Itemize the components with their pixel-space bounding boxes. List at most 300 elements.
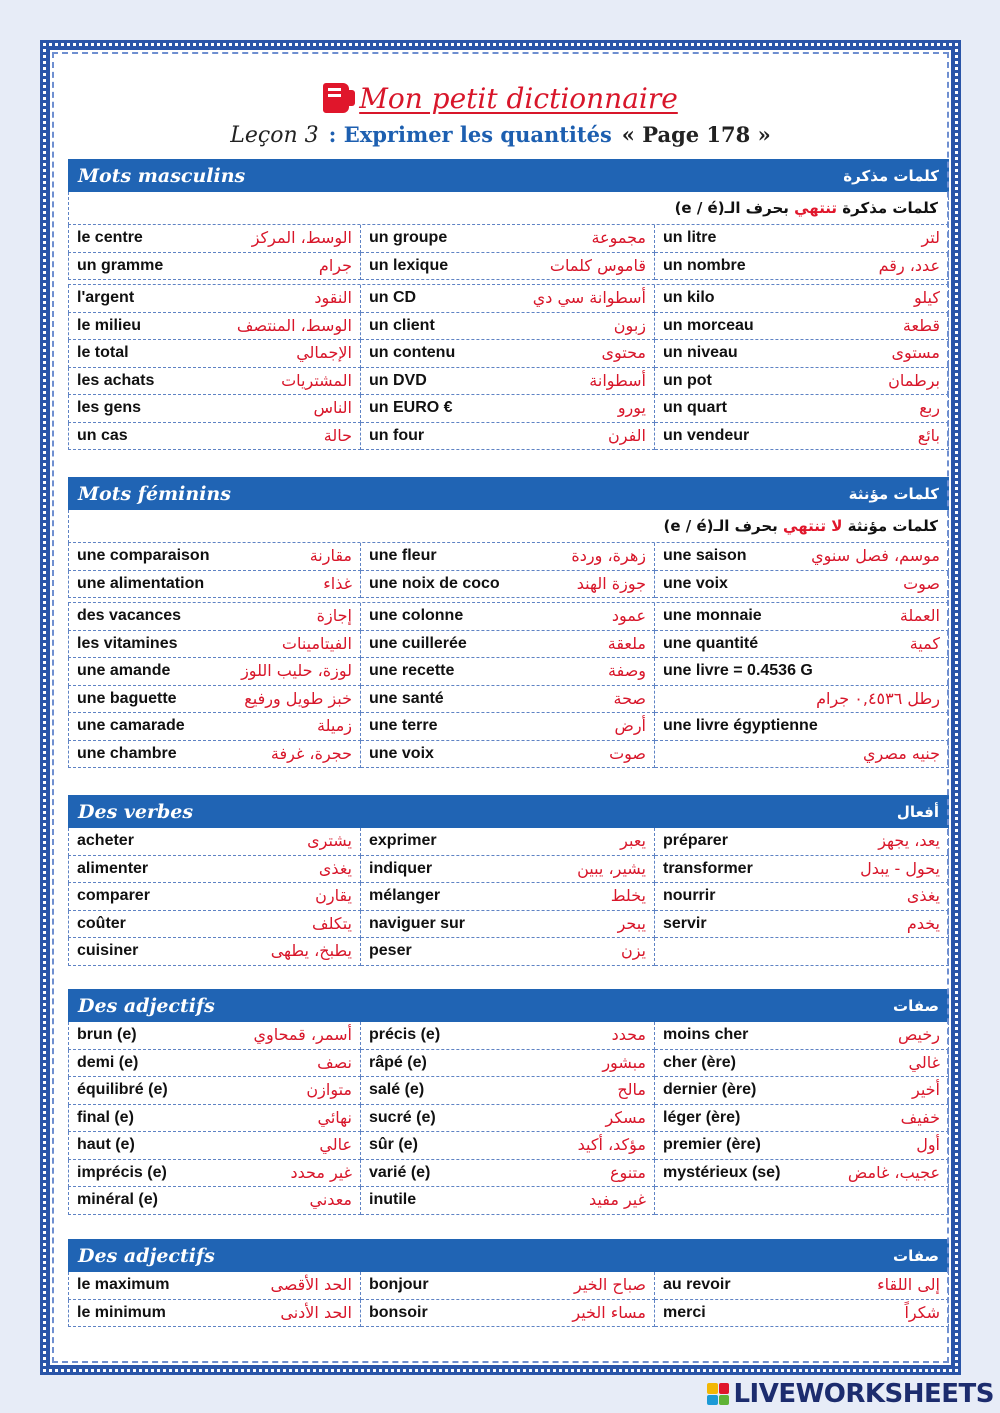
french-word: brun (e) <box>77 1026 137 1044</box>
french-word: coûter <box>77 914 126 932</box>
french-word: un CD <box>369 289 417 307</box>
section-title-fr: Des verbes <box>78 800 194 823</box>
french-word: cuisiner <box>77 942 139 960</box>
page-title: Mon petit dictionnaire <box>359 81 678 115</box>
arabic-translation: زميلة <box>317 716 352 736</box>
french-word: peser <box>369 942 412 960</box>
vocab-cell <box>68 340 361 368</box>
vocab-cell <box>68 313 361 341</box>
french-word: le total <box>77 344 129 362</box>
arabic-translation: محدد <box>611 1025 646 1045</box>
french-word: un vendeur <box>663 426 750 444</box>
french-word: une voix <box>369 744 434 762</box>
arabic-translation: صحة <box>613 688 646 708</box>
french-word: demi (e) <box>77 1053 139 1071</box>
french-word: salé (e) <box>369 1081 425 1099</box>
arabic-translation: عالي <box>319 1135 352 1155</box>
arabic-translation: قطعة <box>902 315 940 335</box>
vocab-cell <box>68 686 361 714</box>
french-word: les gens <box>77 399 142 417</box>
rule-note-b: بحرف الـ <box>713 517 784 535</box>
arabic-translation: مقارنة <box>309 546 352 566</box>
vocab-grid <box>68 1022 949 1215</box>
arabic-translation: جرام <box>318 255 352 275</box>
french-word: alimenter <box>77 859 149 877</box>
page-frame <box>40 40 961 1375</box>
vocab-cell <box>68 1160 361 1188</box>
vocab-cell <box>68 1022 361 1050</box>
french-word: une camarade <box>77 717 185 735</box>
french-word: une livre = 0.4536 G <box>663 662 813 680</box>
french-word: une saison <box>663 547 747 565</box>
vocab-cell <box>68 1105 361 1133</box>
watermark-text: LIVEWORKSHEETS <box>733 1379 994 1409</box>
arabic-translation: زبون <box>613 315 646 335</box>
arabic-translation: مالح <box>617 1080 646 1100</box>
french-word: au revoir <box>663 1276 731 1294</box>
french-word: le maximum <box>77 1276 170 1294</box>
arabic-translation: مساء الخير <box>572 1302 646 1322</box>
arabic-translation: أرض <box>614 716 646 736</box>
arabic-translation: غالي <box>908 1052 940 1072</box>
arabic-translation: يبحر <box>617 913 646 933</box>
french-word: inutile <box>369 1191 417 1209</box>
arabic-translation: الإجمالي <box>296 343 352 363</box>
french-word: léger (ère) <box>663 1108 741 1126</box>
vocab-cell <box>655 1132 949 1160</box>
arabic-translation: يخدم <box>906 913 940 933</box>
arabic-translation: ربع <box>919 398 940 418</box>
arabic-translation: أسطوانة سي دي <box>532 288 646 308</box>
french-word: le centre <box>77 229 143 247</box>
vocab-cell <box>655 423 949 451</box>
vocab-cell <box>361 1050 655 1078</box>
arabic-translation: جنيه مصري <box>862 743 940 763</box>
french-word: un litre <box>663 229 717 247</box>
lesson-page: « Page 178 » <box>621 122 771 147</box>
arabic-translation: معدني <box>309 1190 352 1210</box>
arabic-translation: وصفة <box>608 661 646 681</box>
vocab-cell <box>361 828 655 856</box>
arabic-translation: يزن <box>620 941 646 961</box>
french-word: une livre égyptienne <box>663 717 818 735</box>
section-title-ar: صفات <box>893 996 939 1015</box>
section-verbs <box>68 795 949 966</box>
vocab-cell <box>655 543 949 571</box>
vocab-cell <box>361 713 655 741</box>
liveworksheets-logo-icon <box>707 1383 729 1405</box>
arabic-translation: عمود <box>611 606 646 626</box>
french-word: une baguette <box>77 689 177 707</box>
vocab-grid <box>68 828 949 966</box>
french-word: une colonne <box>369 607 464 625</box>
arabic-translation: رطل ٠,٤٥٣٦ جرام <box>816 688 940 708</box>
french-word: final (e) <box>77 1108 134 1126</box>
vocab-cell <box>361 313 655 341</box>
vocab-cell <box>361 658 655 686</box>
arabic-translation: يقارن <box>315 886 352 906</box>
vocab-cell <box>68 938 361 966</box>
french-word: une santé <box>369 689 444 707</box>
arabic-translation: يغذى <box>318 858 352 878</box>
vocab-cell <box>361 1187 655 1215</box>
arabic-translation: موسم، فصل سنوي <box>811 546 940 566</box>
vocab-cell <box>68 543 361 571</box>
arabic-translation: زهرة، وردة <box>571 546 646 566</box>
french-word: sucré (e) <box>369 1108 436 1126</box>
arabic-translation: الوسط، المركز <box>251 228 352 248</box>
lesson-label: Leçon 3 <box>230 123 319 148</box>
rule-note-text <box>725 199 938 217</box>
arabic-translation: يحول - يبدل <box>860 858 940 878</box>
vocab-cell <box>361 423 655 451</box>
vocab-cell <box>68 1132 361 1160</box>
rule-note-b: بحرف الـ <box>724 199 795 217</box>
vocab-cell <box>655 1300 949 1328</box>
french-word: moins cher <box>663 1026 749 1044</box>
french-word: un DVD <box>369 371 427 389</box>
arabic-translation: يغذى <box>906 886 940 906</box>
french-word: un gramme <box>77 256 164 274</box>
french-word: un groupe <box>369 229 448 247</box>
arabic-translation: لوزة، حليب اللوز <box>241 661 352 681</box>
vocab-cell <box>361 1272 655 1300</box>
arabic-translation: صوت <box>609 743 646 763</box>
french-word: un nombre <box>663 256 746 274</box>
liveworksheets-watermark <box>707 1379 994 1409</box>
french-word: un niveau <box>663 344 738 362</box>
french-word: une monnaie <box>663 607 762 625</box>
french-word: bonjour <box>369 1276 429 1294</box>
vocab-cell <box>361 285 655 313</box>
french-word: des vacances <box>77 607 182 625</box>
vocab-cell <box>655 253 949 281</box>
vocab-grid <box>68 225 949 280</box>
vocab-cell <box>655 686 949 714</box>
vocab-cell <box>68 658 361 686</box>
vocab-cell <box>68 741 361 769</box>
french-word: un morceau <box>663 316 754 334</box>
arabic-translation: غير مفيد <box>589 1190 646 1210</box>
french-word: dernier (ère) <box>663 1081 757 1099</box>
vocab-cell <box>361 395 655 423</box>
vocab-cell <box>655 285 949 313</box>
vocab-cell <box>361 603 655 631</box>
vocab-cell <box>68 368 361 396</box>
french-word: transformer <box>663 859 753 877</box>
arabic-translation: النقود <box>314 288 352 308</box>
arabic-translation: الحد الأقصى <box>270 1275 352 1295</box>
arabic-translation: صباح الخير <box>573 1275 646 1295</box>
arabic-translation: يتكلف <box>312 913 352 933</box>
french-word: minéral (e) <box>77 1191 158 1209</box>
french-word: exprimer <box>369 832 437 850</box>
vocab-cell <box>361 225 655 253</box>
french-word: cher (ère) <box>663 1053 736 1071</box>
rule-note-a: كلمات مذكرة <box>837 199 938 217</box>
section-header <box>68 477 949 510</box>
french-word: équilibré (e) <box>77 1081 168 1099</box>
french-word: un lexique <box>369 256 449 274</box>
vocab-cell <box>361 631 655 659</box>
french-word: un EURO € <box>369 399 453 417</box>
arabic-translation: يعد، يجهز <box>878 831 940 851</box>
vocab-cell <box>361 883 655 911</box>
vocab-cell <box>361 543 655 571</box>
french-word: précis (e) <box>369 1026 441 1044</box>
french-word: le milieu <box>77 316 142 334</box>
vocab-cell <box>68 713 361 741</box>
arabic-translation: ملعقة <box>607 633 646 653</box>
arabic-translation: خفيف <box>900 1107 940 1127</box>
vocab-cell <box>361 911 655 939</box>
arabic-translation: الناس <box>313 398 352 418</box>
vocab-cell <box>361 571 655 599</box>
book-icon <box>323 83 349 113</box>
arabic-translation: يخلط <box>610 886 646 906</box>
french-word: une fleur <box>369 547 437 565</box>
vocab-cell <box>68 571 361 599</box>
vocab-grid <box>68 1272 949 1327</box>
arabic-translation: الفيتامينات <box>281 633 352 653</box>
section-title-ar: أفعال <box>896 802 939 821</box>
title-row <box>48 78 953 118</box>
vocab-cell <box>655 631 949 659</box>
vocab-cell <box>68 911 361 939</box>
vocab-cell <box>361 253 655 281</box>
arabic-translation: أول <box>916 1135 940 1155</box>
vocab-cell <box>655 828 949 856</box>
arabic-translation: نصف <box>317 1052 352 1072</box>
arabic-translation: أسطوانة <box>589 370 646 390</box>
french-word: mystérieux (se) <box>663 1163 781 1181</box>
vocab-cell <box>655 368 949 396</box>
lesson-topic: : Exprimer les quantités <box>328 122 612 147</box>
section-header <box>68 795 949 828</box>
vocab-cell <box>68 1050 361 1078</box>
rule-note-text <box>713 517 938 535</box>
french-word: une chambre <box>77 744 177 762</box>
vocab-cell <box>361 1022 655 1050</box>
arabic-translation: متنوع <box>609 1162 646 1182</box>
arabic-translation: الفرن <box>608 425 646 445</box>
french-word: une cuillerée <box>369 634 467 652</box>
french-word: varié (e) <box>369 1163 431 1181</box>
vocab-cell <box>68 856 361 884</box>
vocab-cell <box>655 313 949 341</box>
vocab-cell <box>68 285 361 313</box>
arabic-translation: كمية <box>909 633 940 653</box>
arabic-translation: برطمان <box>888 370 940 390</box>
arabic-translation: مبشور <box>602 1052 646 1072</box>
arabic-translation: الحد الأدنى <box>280 1302 352 1322</box>
french-word: indiquer <box>369 859 433 877</box>
french-word: une noix de coco <box>369 574 500 592</box>
vocab-cell <box>361 741 655 769</box>
vocab-cell <box>361 368 655 396</box>
arabic-translation: قاموس كلمات <box>549 255 646 275</box>
arabic-translation: مسكر <box>605 1107 646 1127</box>
vocab-cell <box>68 395 361 423</box>
french-word: acheter <box>77 832 134 850</box>
arabic-translation: مؤكد، أكيد <box>577 1135 646 1155</box>
vocab-cell <box>655 225 949 253</box>
vocab-cell <box>655 911 949 939</box>
vocab-cell <box>655 1105 949 1133</box>
vocab-cell <box>68 1077 361 1105</box>
vocab-grid <box>68 602 949 768</box>
vocab-cell <box>361 1300 655 1328</box>
section-masculine <box>68 159 949 450</box>
vocab-cell <box>68 225 361 253</box>
arabic-translation: مستوى <box>891 343 940 363</box>
vocab-cell <box>655 741 949 769</box>
rule-note-letters: (e / é) <box>663 517 714 535</box>
vocab-grid <box>68 543 949 598</box>
section-adjectives <box>68 989 949 1215</box>
section-title-fr: Mots masculins <box>78 164 246 187</box>
vocab-cell <box>361 1160 655 1188</box>
arabic-translation: صوت <box>903 573 940 593</box>
arabic-translation: نهائي <box>317 1107 352 1127</box>
vocab-cell <box>361 938 655 966</box>
vocab-cell <box>68 423 361 451</box>
vocab-grid <box>68 284 949 450</box>
section-expressions <box>68 1239 949 1327</box>
vocab-cell <box>655 1022 949 1050</box>
french-word: les vitamines <box>77 634 178 652</box>
arabic-translation: خبز طويل ورفيع <box>244 688 352 708</box>
french-word: un contenu <box>369 344 456 362</box>
french-word: premier (ère) <box>663 1136 761 1154</box>
section-header <box>68 989 949 1022</box>
french-word: mélanger <box>369 887 441 905</box>
vocab-cell <box>655 571 949 599</box>
french-word: un pot <box>663 371 712 389</box>
vocab-cell <box>655 713 949 741</box>
arabic-translation: يعبر <box>620 831 646 851</box>
arabic-translation: أخير <box>912 1080 940 1100</box>
vocab-cell <box>655 340 949 368</box>
section-title-ar: كلمات مذكرة <box>843 166 939 185</box>
french-word: une terre <box>369 717 438 735</box>
arabic-translation: مجموعة <box>591 228 646 248</box>
vocab-cell <box>655 603 949 631</box>
vocab-cell <box>68 603 361 631</box>
vocab-cell <box>361 1105 655 1133</box>
rule-note <box>68 192 949 225</box>
arabic-translation: متوازن <box>306 1080 352 1100</box>
vocab-cell <box>655 856 949 884</box>
french-word: râpé (e) <box>369 1053 427 1071</box>
arabic-translation: غير محدد <box>290 1162 352 1182</box>
french-word: haut (e) <box>77 1136 135 1154</box>
rule-note-red: لا تنتهي <box>783 517 843 535</box>
arabic-translation: العملة <box>899 606 940 626</box>
section-title-ar: صفات <box>893 1246 939 1265</box>
french-word: une quantité <box>663 634 759 652</box>
french-word: une amande <box>77 662 171 680</box>
arabic-translation: إجازة <box>316 606 352 626</box>
rule-note-letters: (e / é) <box>674 199 725 217</box>
arabic-translation: بائع <box>917 425 940 445</box>
section-header <box>68 159 949 192</box>
arabic-translation: لتر <box>921 228 940 248</box>
vocab-cell <box>361 1132 655 1160</box>
french-word: comparer <box>77 887 150 905</box>
french-word: un cas <box>77 426 128 444</box>
arabic-translation: كيلو <box>913 288 940 308</box>
section-title-fr: Des adjectifs <box>78 1244 215 1267</box>
arabic-translation: يورو <box>617 398 646 418</box>
vocab-cell <box>655 658 949 686</box>
arabic-translation: إلى اللقاء <box>877 1275 940 1295</box>
french-word: une voix <box>663 574 728 592</box>
arabic-translation: المشتريات <box>281 370 352 390</box>
rule-note <box>68 510 949 543</box>
french-word: préparer <box>663 832 728 850</box>
vocab-cell <box>361 686 655 714</box>
lesson-subtitle <box>48 122 953 156</box>
arabic-translation: عدد، رقم <box>878 255 940 275</box>
vocab-cell <box>361 856 655 884</box>
arabic-translation: شكراً <box>904 1302 940 1322</box>
french-word: un four <box>369 426 425 444</box>
arabic-translation: جوزة الهند <box>576 573 646 593</box>
vocab-cell <box>68 1272 361 1300</box>
vocab-cell <box>68 1300 361 1328</box>
french-word: imprécis (e) <box>77 1163 167 1181</box>
arabic-translation: أسمر، قمحاوي <box>253 1025 352 1045</box>
vocab-cell <box>361 340 655 368</box>
arabic-translation: يشير، يبين <box>577 858 646 878</box>
section-title-fr: Des adjectifs <box>78 994 215 1017</box>
vocab-cell <box>68 631 361 659</box>
vocab-cell <box>68 253 361 281</box>
rule-note-a: كلمات مؤنثة <box>842 517 938 535</box>
arabic-translation: غذاء <box>323 573 352 593</box>
french-word: l'argent <box>77 289 135 307</box>
vocab-cell <box>655 1272 949 1300</box>
french-word: une alimentation <box>77 574 205 592</box>
vocab-cell <box>68 828 361 856</box>
french-word: nourrir <box>663 887 716 905</box>
vocab-cell <box>655 883 949 911</box>
french-word: un client <box>369 316 435 334</box>
french-word: naviguer sur <box>369 914 466 932</box>
vocab-cell <box>655 1077 949 1105</box>
arabic-translation: حجرة، غرفة <box>270 743 352 763</box>
vocab-cell <box>655 1050 949 1078</box>
section-header <box>68 1239 949 1272</box>
vocab-cell <box>68 883 361 911</box>
arabic-translation: يطبخ، يطهى <box>270 941 352 961</box>
french-word: une comparaison <box>77 547 210 565</box>
arabic-translation: الوسط، المنتصف <box>236 315 352 335</box>
french-word: sûr (e) <box>369 1136 418 1154</box>
french-word: le minimum <box>77 1303 166 1321</box>
arabic-translation: عجيب، غامض <box>847 1162 940 1182</box>
french-word: merci <box>663 1303 706 1321</box>
arabic-translation: رخيص <box>897 1025 940 1045</box>
arabic-translation: حالة <box>323 425 352 445</box>
french-word: les achats <box>77 371 155 389</box>
french-word: bonsoir <box>369 1303 428 1321</box>
vocab-cell <box>655 1160 949 1188</box>
section-title-fr: Mots féminins <box>78 482 231 505</box>
arabic-translation: محتوى <box>601 343 646 363</box>
arabic-translation: يشترى <box>307 831 352 851</box>
